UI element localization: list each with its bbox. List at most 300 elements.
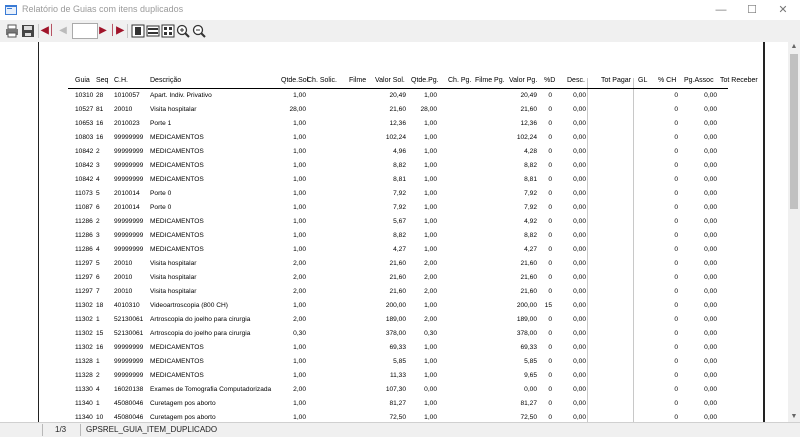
table-row — [39, 130, 763, 144]
cell-pct-ch: 0 — [674, 232, 678, 239]
table-row — [39, 312, 763, 326]
cell-desc: 0,00 — [573, 232, 586, 239]
cell-desc: 0,00 — [573, 400, 586, 407]
cell-valor-pg: 102,24 — [516, 134, 537, 141]
cell-seq: 16 — [96, 134, 104, 141]
cell-seq: 81 — [96, 106, 104, 113]
cell-pct-d: 0 — [548, 218, 552, 225]
cell-qtde-pg: 2,00 — [424, 316, 437, 323]
cell-qtde-sol: 1,00 — [293, 344, 306, 351]
scroll-down-icon[interactable]: ▼ — [790, 413, 798, 420]
cell-pct-d: 0 — [548, 148, 552, 155]
table-row — [39, 186, 763, 200]
cell-descricao: MEDICAMENTOS — [150, 232, 204, 239]
status-separator — [42, 424, 43, 436]
cell-qtde-pg: 1,00 — [424, 372, 437, 379]
cell-guia: 10527 — [75, 106, 94, 113]
page-number-input[interactable] — [72, 23, 98, 39]
previous-page-icon[interactable]: ◀ — [59, 25, 67, 36]
cell-valor-pg: 200,00 — [516, 302, 537, 309]
cell-descricao: Curetagem pos aborto — [150, 400, 216, 407]
cell-guia: 11328 — [75, 358, 93, 365]
cell-guia: 11286 — [75, 218, 93, 225]
cell-pct-d: 0 — [548, 414, 552, 421]
cell-pct-d: 0 — [548, 358, 552, 365]
cell-guia: 11073 — [75, 190, 93, 197]
report-viewer[interactable] — [0, 42, 788, 422]
col-header-tot-receber: Tot Receber — [720, 77, 758, 84]
page-width-icon[interactable] — [146, 24, 160, 38]
cell-pg-assoc: 0,00 — [704, 204, 717, 211]
cell-guia: 11286 — [75, 232, 93, 239]
cell-valor-pg: 8,82 — [524, 232, 537, 239]
scrollbar-thumb[interactable] — [790, 54, 798, 209]
cell-pct-d: 0 — [548, 246, 552, 253]
cell-pg-assoc: 0,00 — [704, 246, 717, 253]
cell-valor-sol: 4,27 — [393, 246, 406, 253]
table-row — [39, 214, 763, 228]
table-row — [39, 396, 763, 410]
next-page-icon[interactable]: ▶ — [99, 25, 107, 36]
cell-pg-assoc: 0,00 — [704, 386, 717, 393]
cell-pct-d: 0 — [548, 204, 552, 211]
col-header-filme-pg: Filme Pg. — [475, 77, 505, 84]
cell-descricao: Visita hospitalar — [150, 274, 197, 281]
title-bar — [0, 0, 800, 20]
report-page — [38, 42, 765, 422]
cell-pct-ch: 0 — [674, 372, 678, 379]
cell-pct-ch: 0 — [674, 218, 678, 225]
cell-seq: 5 — [96, 190, 100, 197]
cell-qtde-sol: 2,00 — [293, 386, 306, 393]
cell-desc: 0,00 — [573, 372, 586, 379]
cell-qtde-sol: 1,00 — [293, 400, 306, 407]
cell-desc: 0,00 — [573, 260, 586, 267]
cell-qtde-sol: 2,00 — [293, 260, 306, 267]
window-title: Relatório de Guias com itens duplicados — [22, 4, 184, 14]
col-header-pg-assoc: Pg.Assoc — [684, 77, 714, 84]
table-row — [39, 270, 763, 284]
cell-pg-assoc: 0,00 — [704, 358, 717, 365]
cell-qtde-pg: 1,00 — [424, 218, 437, 225]
cell-guia: 11302 — [75, 302, 93, 309]
cell-pg-assoc: 0,00 — [704, 176, 717, 183]
cell-pct-d: 0 — [548, 400, 552, 407]
cell-valor-sol: 8,82 — [393, 162, 406, 169]
cell-pct-d: 0 — [548, 372, 552, 379]
cell-pct-d: 0 — [548, 288, 552, 295]
cell-pg-assoc: 0,00 — [704, 400, 717, 407]
cell-seq: 18 — [96, 302, 104, 309]
cell-seq: 4 — [96, 386, 100, 393]
cell-valor-pg: 7,92 — [524, 204, 537, 211]
cell-ch: 2010014 — [114, 190, 140, 197]
cell-pg-assoc: 0,00 — [704, 288, 717, 295]
cell-descricao: Exames de Tomografia Computadorizada — [150, 386, 272, 393]
cell-ch: 52130061 — [114, 316, 144, 323]
cell-pg-assoc: 0,00 — [704, 274, 717, 281]
cell-guia: 11302 — [75, 316, 93, 323]
cell-ch: 20010 — [114, 260, 133, 267]
cell-desc: 0,00 — [573, 274, 586, 281]
cell-qtde-sol: 2,00 — [293, 274, 306, 281]
table-row — [39, 172, 763, 186]
print-icon[interactable] — [5, 24, 19, 38]
cell-guia: 11297 — [75, 260, 93, 267]
cell-qtde-sol: 1,00 — [293, 358, 306, 365]
cell-qtde-pg: 1,00 — [424, 148, 437, 155]
cell-qtde-pg: 1,00 — [424, 358, 437, 365]
cell-qtde-sol: 1,00 — [293, 414, 306, 421]
cell-seq: 1 — [96, 358, 100, 365]
cell-valor-sol: 12,36 — [389, 120, 406, 127]
cell-pct-d: 0 — [548, 260, 552, 267]
cell-qtde-sol: 1,00 — [293, 190, 306, 197]
cell-ch: 99999999 — [114, 246, 144, 253]
cell-desc: 0,00 — [573, 92, 586, 99]
toolbar-separator — [127, 24, 128, 38]
col-header-seq: Seq — [96, 77, 109, 84]
cell-guia: 11330 — [75, 386, 93, 393]
cell-seq: 1 — [96, 400, 100, 407]
cell-qtde-sol: 1,00 — [293, 204, 306, 211]
cell-desc: 0,00 — [573, 204, 586, 211]
cell-descricao: MEDICAMENTOS — [150, 218, 204, 225]
cell-ch: 45080046 — [114, 400, 144, 407]
cell-descricao: Visita hospitalar — [150, 106, 197, 113]
cell-descricao: Artroscopia do joelho para cirurgia — [150, 330, 251, 337]
cell-descricao: Porte 0 — [150, 190, 172, 197]
cell-seq: 3 — [96, 232, 100, 239]
cell-pct-ch: 0 — [674, 400, 678, 407]
table-row — [39, 284, 763, 298]
cell-descricao: Apart. Indiv. Privativo — [150, 92, 212, 99]
cell-valor-sol: 81,27 — [389, 400, 406, 407]
cell-desc: 0,00 — [573, 176, 586, 183]
status-report-name: GPSREL_GUIA_ITEM_DUPLICADO — [86, 425, 218, 434]
col-header-gl: GL — [638, 77, 648, 84]
cell-pct-d: 0 — [548, 274, 552, 281]
cell-valor-pg: 4,28 — [524, 148, 537, 155]
cell-pct-d: 0 — [548, 176, 552, 183]
col-header-desc: Desc. — [567, 77, 585, 84]
cell-pct-ch: 0 — [674, 274, 678, 281]
col-header-qtde-sol: Qtde.Sol. — [281, 77, 311, 84]
cell-valor-sol: 4,96 — [393, 148, 406, 155]
cell-valor-sol: 8,81 — [393, 176, 406, 183]
cell-valor-sol: 21,60 — [389, 274, 406, 281]
cell-descricao: Artroscopia do joelho para cirurgia — [150, 316, 251, 323]
col-header-ch-pg: Ch. Pg. — [448, 77, 472, 84]
table-row — [39, 228, 763, 242]
cell-guia: 11087 — [75, 204, 93, 211]
cell-qtde-sol: 1,00 — [293, 302, 306, 309]
cell-valor-pg: 12,36 — [520, 120, 537, 127]
col-header-valor-pg: Valor Pg. — [509, 77, 538, 84]
cell-ch: 99999999 — [114, 358, 144, 365]
cell-guia: 10310 — [75, 92, 94, 99]
cell-ch: 4010310 — [114, 302, 140, 309]
save-icon[interactable] — [21, 24, 35, 38]
cell-qtde-sol: 2,00 — [293, 288, 306, 295]
col-header-guia: Guia — [75, 77, 90, 84]
cell-desc: 0,00 — [573, 162, 586, 169]
cell-qtde-sol: 1,00 — [293, 162, 306, 169]
cell-valor-sol: 21,60 — [389, 106, 406, 113]
table-row — [39, 200, 763, 214]
cell-pg-assoc: 0,00 — [704, 106, 717, 113]
cell-seq: 1 — [96, 316, 100, 323]
cell-qtde-pg: 0,30 — [424, 330, 437, 337]
cell-qtde-sol: 0,30 — [293, 330, 306, 337]
cell-qtde-sol: 1,00 — [293, 148, 306, 155]
cell-valor-pg: 0,00 — [524, 386, 537, 393]
cell-valor-pg: 378,00 — [516, 330, 537, 337]
cell-pg-assoc: 0,00 — [704, 414, 717, 421]
cell-valor-sol: 378,00 — [385, 330, 406, 337]
cell-guia: 11340 — [75, 400, 93, 407]
table-row — [39, 354, 763, 368]
cell-pg-assoc: 0,00 — [704, 92, 717, 99]
cell-valor-pg: 4,92 — [524, 218, 537, 225]
cell-valor-sol: 8,82 — [393, 232, 406, 239]
cell-valor-sol: 20,49 — [389, 92, 406, 99]
cell-valor-sol: 21,60 — [389, 288, 406, 295]
cell-qtde-pg: 1,00 — [424, 414, 437, 421]
cell-desc: 0,00 — [573, 344, 586, 351]
cell-pct-ch: 0 — [674, 148, 678, 155]
cell-ch: 2010023 — [114, 120, 140, 127]
cell-pct-d: 0 — [548, 330, 552, 337]
last-page-icon[interactable]: │▶ — [110, 25, 124, 36]
table-row — [39, 410, 763, 422]
cell-seq: 4 — [96, 176, 100, 183]
cell-valor-pg: 69,33 — [520, 344, 537, 351]
cell-seq: 7 — [96, 288, 100, 295]
cell-pct-ch: 0 — [674, 344, 678, 351]
cell-valor-pg: 8,82 — [524, 162, 537, 169]
cell-valor-pg: 21,60 — [520, 288, 537, 295]
cell-guia: 10842 — [75, 162, 94, 169]
table-row — [39, 144, 763, 158]
cell-pct-d: 0 — [548, 162, 552, 169]
cell-valor-pg: 4,27 — [524, 246, 537, 253]
cell-valor-pg: 72,50 — [520, 414, 537, 421]
col-header-tot-pagar: Tot Pagar — [601, 77, 631, 84]
col-header-pct-ch: % CH — [658, 77, 677, 84]
cell-pg-assoc: 0,00 — [704, 218, 717, 225]
cell-ch: 99999999 — [114, 232, 144, 239]
cell-pct-ch: 0 — [674, 106, 678, 113]
cell-ch: 99999999 — [114, 162, 144, 169]
cell-seq: 2 — [96, 372, 100, 379]
cell-qtde-pg: 0,00 — [424, 386, 437, 393]
cell-ch: 20010 — [114, 106, 133, 113]
col-header-ch: C.H. — [114, 77, 128, 84]
cell-descricao: MEDICAMENTOS — [150, 358, 204, 365]
cell-seq: 5 — [96, 260, 100, 267]
cell-seq: 3 — [96, 162, 100, 169]
cell-qtde-pg: 2,00 — [424, 274, 437, 281]
cell-descricao: MEDICAMENTOS — [150, 246, 204, 253]
cell-qtde-sol: 28,00 — [289, 106, 306, 113]
cell-guia: 11328 — [75, 372, 93, 379]
cell-desc: 0,00 — [573, 120, 586, 127]
multi-page-icon[interactable] — [161, 24, 175, 38]
cell-pg-assoc: 0,00 — [704, 120, 717, 127]
status-page-info: 1/3 — [55, 425, 67, 434]
cell-pct-ch: 0 — [674, 204, 678, 211]
cell-qtde-pg: 28,00 — [420, 106, 437, 113]
cell-pct-ch: 0 — [674, 190, 678, 197]
status-bar — [0, 422, 800, 437]
cell-guia: 11302 — [75, 330, 93, 337]
cell-pg-assoc: 0,00 — [704, 162, 717, 169]
cell-qtde-sol: 1,00 — [293, 92, 306, 99]
minimize-button[interactable]: — — [715, 4, 727, 16]
cell-pct-d: 0 — [548, 120, 552, 127]
cell-qtde-sol: 1,00 — [293, 372, 306, 379]
cell-pct-ch: 0 — [674, 414, 678, 421]
cell-pct-d: 15 — [544, 302, 552, 309]
page-view-icon[interactable] — [131, 24, 145, 38]
cell-pct-ch: 0 — [674, 358, 678, 365]
cell-qtde-pg: 1,00 — [424, 120, 437, 127]
cell-pct-ch: 0 — [674, 386, 678, 393]
cell-pg-assoc: 0,00 — [704, 134, 717, 141]
cell-pg-assoc: 0,00 — [704, 330, 717, 337]
col-header-filme: Filme — [349, 77, 367, 84]
scroll-up-icon[interactable]: ▲ — [790, 43, 798, 50]
cell-pg-assoc: 0,00 — [704, 232, 717, 239]
cell-qtde-pg: 1,00 — [424, 344, 437, 351]
cell-valor-pg: 189,00 — [516, 316, 537, 323]
cell-pg-assoc: 0,00 — [704, 302, 717, 309]
cell-desc: 0,00 — [573, 414, 586, 421]
cell-guia: 11340 — [75, 414, 93, 421]
cell-descricao: MEDICAMENTOS — [150, 148, 204, 155]
cell-ch: 45080046 — [114, 414, 144, 421]
cell-ch: 52130061 — [114, 330, 144, 337]
maximize-button[interactable]: ☐ — [747, 4, 757, 16]
cell-valor-sol: 189,00 — [385, 316, 406, 323]
cell-ch: 99999999 — [114, 372, 144, 379]
cell-pct-ch: 0 — [674, 92, 678, 99]
cell-valor-sol: 200,00 — [385, 302, 406, 309]
cell-desc: 0,00 — [573, 358, 586, 365]
table-row — [39, 382, 763, 396]
cell-seq: 6 — [96, 274, 100, 281]
cell-seq: 2 — [96, 148, 100, 155]
cell-seq: 10 — [96, 414, 104, 421]
cell-pg-assoc: 0,00 — [704, 260, 717, 267]
cell-seq: 2 — [96, 218, 100, 225]
cell-desc: 0,00 — [573, 246, 586, 253]
cell-guia: 10803 — [75, 134, 94, 141]
cell-qtde-pg: 1,00 — [424, 400, 437, 407]
cell-guia: 11302 — [75, 344, 93, 351]
cell-pg-assoc: 0,00 — [704, 316, 717, 323]
cell-valor-sol: 7,92 — [393, 204, 406, 211]
cell-valor-pg: 21,60 — [520, 274, 537, 281]
cell-pct-ch: 0 — [674, 162, 678, 169]
col-header-qtde-pg: Qtde.Pg. — [411, 77, 439, 84]
cell-valor-pg: 9,65 — [524, 372, 537, 379]
cell-guia: 11286 — [75, 246, 93, 253]
cell-descricao: Videoartroscopia (800 CH) — [150, 302, 228, 309]
cell-seq: 4 — [96, 246, 100, 253]
cell-pct-ch: 0 — [674, 330, 678, 337]
app-icon — [5, 4, 17, 15]
table-row — [39, 326, 763, 340]
cell-descricao: MEDICAMENTOS — [150, 162, 204, 169]
cell-ch: 99999999 — [114, 218, 144, 225]
cell-pct-ch: 0 — [674, 260, 678, 267]
table-row — [39, 242, 763, 256]
status-separator — [80, 424, 81, 436]
cell-descricao: Visita hospitalar — [150, 288, 197, 295]
cell-qtde-pg: 1,00 — [424, 92, 437, 99]
cell-ch: 2010014 — [114, 204, 140, 211]
cell-valor-pg: 81,27 — [520, 400, 537, 407]
cell-descricao: MEDICAMENTOS — [150, 344, 204, 351]
cell-valor-sol: 107,30 — [385, 386, 406, 393]
cell-descricao: MEDICAMENTOS — [150, 134, 204, 141]
cell-descricao: MEDICAMENTOS — [150, 176, 204, 183]
cell-pct-d: 0 — [548, 232, 552, 239]
cell-seq: 15 — [96, 330, 104, 337]
zoom-in-icon[interactable] — [176, 24, 190, 38]
cell-pg-assoc: 0,00 — [704, 148, 717, 155]
cell-ch: 16020138 — [114, 386, 144, 393]
cell-valor-pg: 8,81 — [524, 176, 537, 183]
cell-valor-sol: 7,92 — [393, 190, 406, 197]
cell-desc: 0,00 — [573, 386, 586, 393]
cell-qtde-sol: 1,00 — [293, 176, 306, 183]
table-row — [39, 158, 763, 172]
table-row — [39, 102, 763, 116]
cell-valor-pg: 21,60 — [520, 260, 537, 267]
table-row — [39, 340, 763, 354]
col-header-descricao: Descrição — [150, 77, 182, 84]
cell-pct-ch: 0 — [674, 246, 678, 253]
table-row — [39, 116, 763, 130]
cell-descricao: Curetagem pos aborto — [150, 414, 216, 421]
cell-pct-d: 0 — [548, 134, 552, 141]
cell-pct-ch: 0 — [674, 120, 678, 127]
vertical-scrollbar[interactable] — [788, 42, 800, 422]
close-button[interactable]: ✕ — [778, 4, 788, 16]
cell-valor-pg: 7,92 — [524, 190, 537, 197]
cell-pg-assoc: 0,00 — [704, 190, 717, 197]
zoom-out-icon[interactable] — [192, 24, 206, 38]
col-header-pct-d: %D — [544, 77, 556, 84]
cell-qtde-pg: 1,00 — [424, 176, 437, 183]
cell-pg-assoc: 0,00 — [704, 344, 717, 351]
cell-valor-sol: 5,67 — [393, 218, 406, 225]
cell-qtde-sol: 1,00 — [293, 120, 306, 127]
cell-pct-d: 0 — [548, 386, 552, 393]
cell-descricao: Visita hospitalar — [150, 260, 197, 267]
cell-ch: 99999999 — [114, 344, 144, 351]
cell-ch: 99999999 — [114, 134, 144, 141]
table-row — [39, 298, 763, 312]
cell-ch: 1010057 — [114, 92, 140, 99]
first-page-icon[interactable]: ◀│ — [41, 25, 55, 36]
cell-desc: 0,00 — [573, 106, 586, 113]
cell-ch: 20010 — [114, 288, 133, 295]
cell-qtde-pg: 1,00 — [424, 134, 437, 141]
